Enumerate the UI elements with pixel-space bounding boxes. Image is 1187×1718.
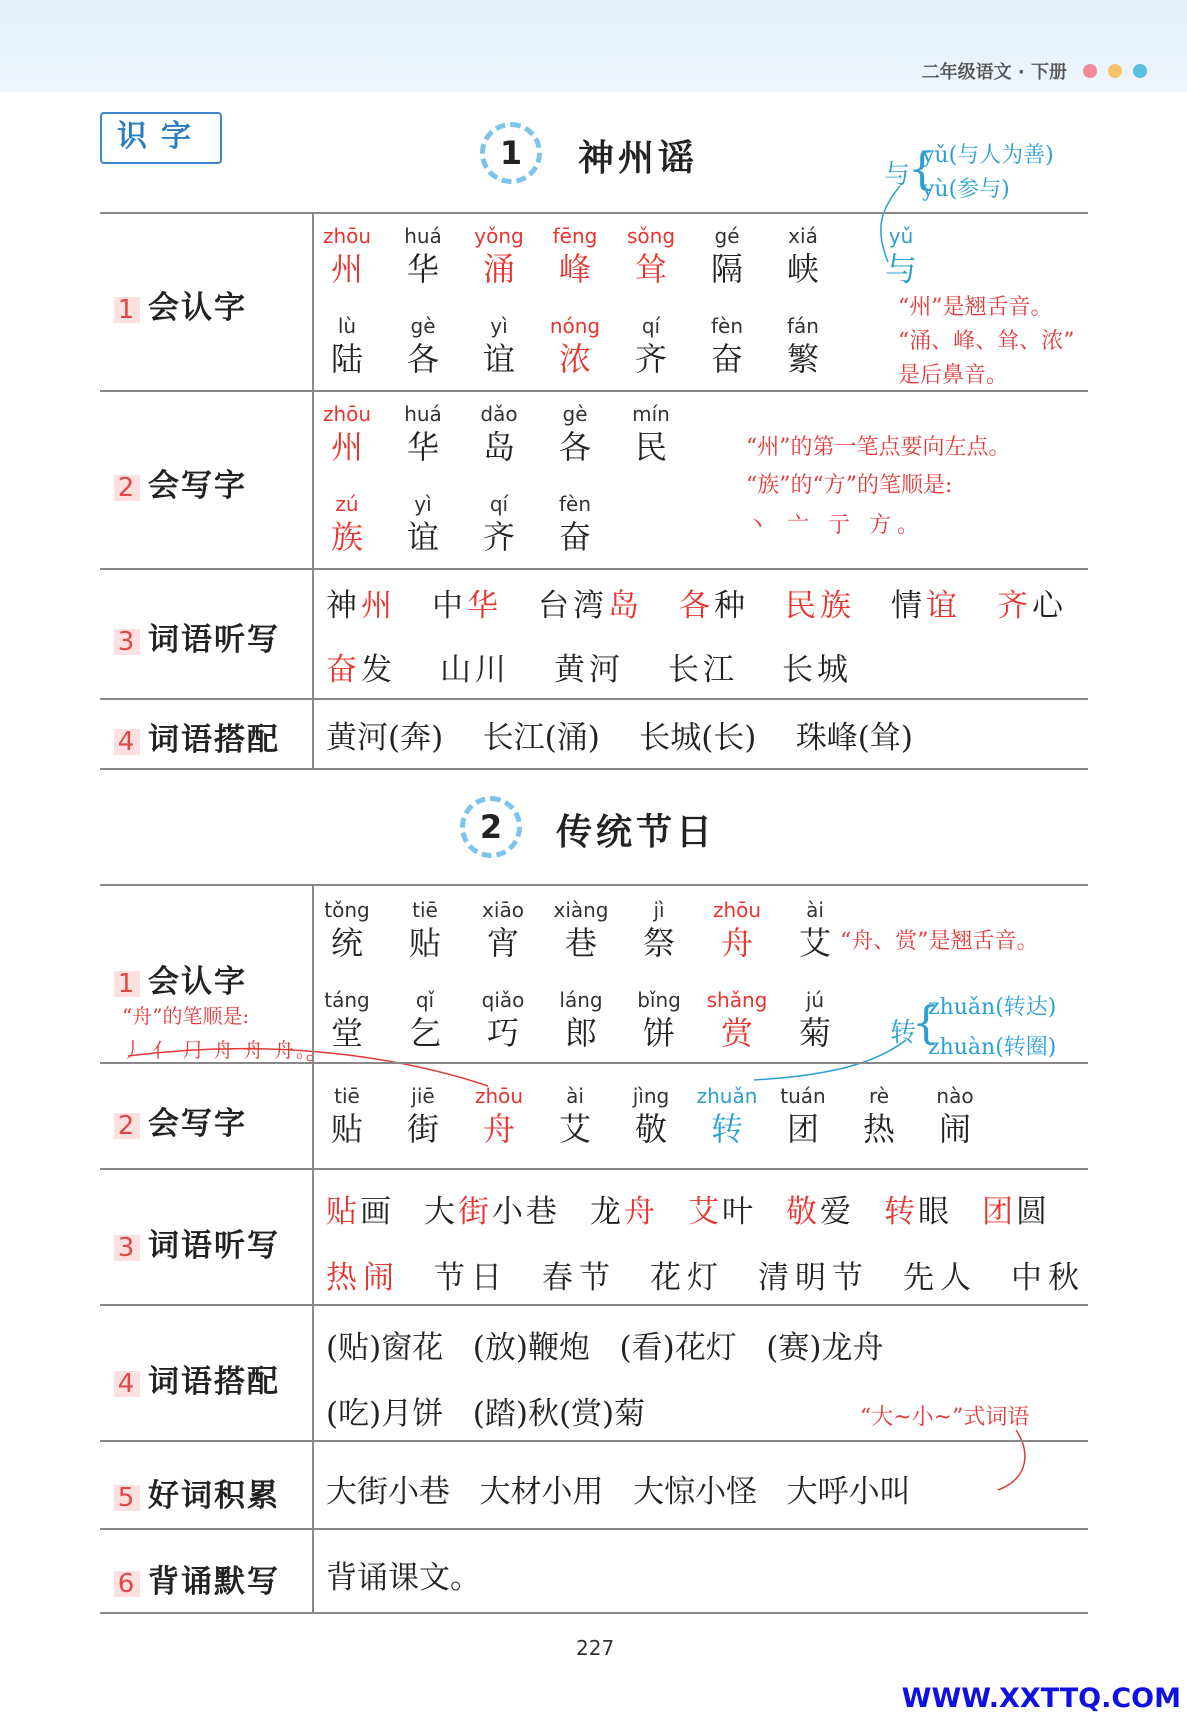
hanzi: 族 <box>330 518 363 556</box>
pinyin: jiē <box>411 1084 435 1108</box>
hanzi: 巧 <box>486 1014 519 1052</box>
hanzi: 敬 <box>634 1110 667 1148</box>
char-cell <box>312 314 382 378</box>
word: 先人 <box>903 1260 977 1296</box>
char-cell <box>468 898 538 962</box>
l2-stroke-note-2: 丿 亻 ⺆ 舟 舟 舟。 <box>122 1038 318 1062</box>
l2-rule-3 <box>100 1304 1088 1306</box>
l2-row5-label: 5 好词积累 <box>114 1470 280 1515</box>
hanzi: 堂 <box>330 1014 363 1052</box>
hanzi: 各 <box>406 340 439 378</box>
char-cell <box>624 988 694 1052</box>
char-cell <box>312 492 382 556</box>
char-cell-yu <box>866 224 936 288</box>
hanzi: 涌 <box>482 250 515 288</box>
pinyin: zhōu <box>712 898 762 922</box>
l1-col-divider <box>312 212 314 768</box>
pinyin: fèn <box>710 314 744 338</box>
hanzi: 谊 <box>482 340 515 378</box>
word: 清明节 <box>758 1260 869 1296</box>
char-cell <box>616 314 686 378</box>
word: 黄河 <box>554 652 624 688</box>
hanzi: 隔 <box>710 250 743 288</box>
page-number: 227 <box>576 1636 615 1660</box>
zhuan-note-r1: zhuǎn(转达) <box>928 995 1057 1020</box>
word: 中华 <box>432 588 502 624</box>
l2-rule-top <box>100 884 1088 886</box>
l1-row2-label: 2 会写字 <box>114 460 247 505</box>
hanzi: 峰 <box>558 250 591 288</box>
lesson1-number: 1 <box>480 122 542 184</box>
word: 大街小巷 <box>424 1194 560 1230</box>
char-cell <box>702 988 772 1052</box>
word: 神州 <box>326 588 396 624</box>
hanzi: 岛 <box>482 428 515 466</box>
l2-rule-5 <box>100 1528 1088 1530</box>
pinyin: qí <box>489 492 509 516</box>
pinyin: gè <box>410 314 436 338</box>
hanzi: 宵 <box>486 924 519 962</box>
l1-row4-text: 黄河(奔) 长江(涌) 长城(长) 珠峰(耸) <box>326 720 914 756</box>
hanzi: 华 <box>406 428 439 466</box>
char-cell <box>464 1084 534 1148</box>
pinyin: rè <box>868 1084 890 1108</box>
pinyin: zhōu <box>322 402 372 426</box>
word: 热闹 <box>326 1260 400 1296</box>
pinyin: gè <box>562 402 588 426</box>
hanzi: 奋 <box>558 518 591 556</box>
pinyin: nào <box>936 1084 974 1108</box>
pinyin: fán <box>787 314 819 338</box>
hanzi: 贴 <box>408 924 441 962</box>
char-cell <box>464 314 534 378</box>
pinyin: tiē <box>412 898 438 922</box>
hanzi: 祭 <box>642 924 675 962</box>
hanzi: 街 <box>406 1110 439 1148</box>
pinyin: táng <box>324 988 370 1012</box>
char-cell <box>540 1084 610 1148</box>
l1-note-2: “涌、峰、耸、浓” <box>898 329 1075 354</box>
char-cell <box>464 402 534 466</box>
pinyin: láng <box>559 988 603 1012</box>
char-cell <box>692 1084 762 1148</box>
hanzi: 齐 <box>634 340 667 378</box>
pinyin: tuán <box>780 1084 826 1108</box>
char-cell <box>616 402 686 466</box>
hanzi: 闹 <box>938 1110 971 1148</box>
l1-note-3: 是后鼻音。 <box>898 363 1009 388</box>
zhuan-note-brace: { <box>912 998 940 1049</box>
char-cell <box>624 898 694 962</box>
word: 民族 <box>785 588 855 624</box>
pinyin: qí <box>641 314 661 338</box>
hanzi: 艾 <box>798 924 831 962</box>
pinyin: dǎo <box>480 402 518 426</box>
l2-row6-label: 6 背诵默写 <box>114 1556 280 1601</box>
pinyin: lù <box>337 314 357 338</box>
char-cell <box>768 314 838 378</box>
section-badge: 识字 <box>100 112 222 164</box>
l1-rule-3 <box>100 698 1088 700</box>
char-cell <box>312 224 382 288</box>
hanzi: 赏 <box>720 1014 753 1052</box>
char-cell <box>312 1084 382 1148</box>
word: 转眼 <box>884 1194 952 1230</box>
hanzi: 统 <box>330 924 363 962</box>
pinyin: yǒng <box>474 224 524 248</box>
pinyin: jì <box>653 898 665 922</box>
l1-note-4: “州”的第一笔点要向左点。 <box>746 435 1011 460</box>
hanzi: 齐 <box>482 518 515 556</box>
char-cell <box>844 1084 914 1148</box>
pinyin: zhuǎn <box>696 1084 758 1108</box>
char-cell <box>692 224 762 288</box>
char-cell <box>540 224 610 288</box>
pinyin: zhōu <box>322 224 372 248</box>
l1-rule-2 <box>100 568 1088 570</box>
word: 节日 <box>434 1260 508 1296</box>
hanzi: 浓 <box>558 340 591 378</box>
hanzi: 民 <box>634 428 667 466</box>
pinyin: qǐ <box>415 988 435 1012</box>
char-cell <box>780 988 850 1052</box>
hanzi: 舟 <box>482 1110 515 1148</box>
zhuan-note-char: 转 <box>890 1018 917 1048</box>
word: 花灯 <box>650 1260 724 1296</box>
hanzi: 艾 <box>558 1110 591 1148</box>
word: 中秋 <box>1011 1260 1085 1296</box>
hanzi: 热 <box>862 1110 895 1148</box>
l2-rule-2 <box>100 1168 1088 1170</box>
l2-row3-line1 <box>326 1186 1080 1231</box>
l2-row3-line2 <box>326 1252 1119 1297</box>
l1-note-1: “州”是翘舌音。 <box>898 295 1053 320</box>
l2-row4-line2: (吃)月饼 (踏)秋(赏)菊 <box>326 1396 646 1432</box>
pinyin: huá <box>404 402 442 426</box>
lesson2-number: 2 <box>460 796 522 858</box>
yu-note-char: 与 <box>884 160 911 190</box>
word: 艾叶 <box>688 1194 756 1230</box>
char-cell <box>464 492 534 556</box>
pinyin: fèn <box>558 492 592 516</box>
yu-note-r2: yù(参与) <box>922 177 1010 202</box>
char-cell <box>702 898 772 962</box>
pinyin: jìng <box>632 1084 670 1108</box>
char-cell <box>312 898 382 962</box>
char-cell <box>464 224 534 288</box>
char-cell <box>390 988 460 1052</box>
word: 齐心 <box>997 588 1067 624</box>
pinyin: yì <box>414 492 432 516</box>
l2-rule-bottom <box>100 1612 1088 1614</box>
yu-note-r1: yǔ(与人为善) <box>922 143 1054 168</box>
zhuan-note-r2: zhuàn(转圈) <box>928 1035 1057 1060</box>
l2-row2-label: 2 会写字 <box>114 1098 247 1143</box>
watermark: WWW.XXTTQ.COM <box>901 1683 1181 1714</box>
char-cell <box>388 492 458 556</box>
pinyin: yì <box>490 314 508 338</box>
char-cell <box>920 1084 990 1148</box>
hanzi: 奋 <box>710 340 743 378</box>
pinyin: ài <box>806 898 824 922</box>
char-cell <box>388 1084 458 1148</box>
word: 贴画 <box>326 1194 394 1230</box>
char-cell <box>692 314 762 378</box>
char-cell <box>388 402 458 466</box>
l1-rule-1 <box>100 390 1088 392</box>
pinyin: shǎng <box>706 988 768 1012</box>
hanzi: 菊 <box>798 1014 831 1052</box>
hanzi: 舟 <box>720 924 753 962</box>
l2-row5-text: 大街小巷 大材小用 大惊小怪 大呼小叫 <box>326 1474 911 1510</box>
char-cell <box>388 224 458 288</box>
char-cell <box>312 988 382 1052</box>
hanzi: 转 <box>710 1110 743 1148</box>
char-cell <box>546 898 616 962</box>
l1-row3-line1 <box>326 580 1103 625</box>
pinyin: jú <box>805 988 825 1012</box>
l1-rule-top <box>100 212 1088 214</box>
word: 春节 <box>542 1260 616 1296</box>
l1-row3-line2 <box>326 644 896 689</box>
char-cell <box>768 224 838 288</box>
pinyin: bǐng <box>637 988 681 1012</box>
l2-idiom-note: “大~小~”式词语 <box>860 1405 1030 1430</box>
l2-row4-line1: (贴)窗花 (放)鞭炮 (看)花灯 (赛)龙舟 <box>326 1330 884 1366</box>
pinyin: ài <box>566 1084 584 1108</box>
hanzi: 繁 <box>786 340 819 378</box>
hanzi: 州 <box>330 428 363 466</box>
l1-note-6: 丶 亠 亍 方。 <box>746 513 925 538</box>
char-cell <box>312 402 382 466</box>
hanzi: 耸 <box>634 250 667 288</box>
char-cell <box>540 402 610 466</box>
l1-rule-bottom <box>100 768 1088 770</box>
hanzi: 陆 <box>330 340 363 378</box>
word: 团圆 <box>982 1194 1050 1230</box>
word: 山川 <box>440 652 510 688</box>
pinyin: mín <box>632 402 670 426</box>
char-cell <box>540 492 610 556</box>
hanzi: 巷 <box>564 924 597 962</box>
pinyin: gé <box>714 224 740 248</box>
hanzi: 郎 <box>564 1014 597 1052</box>
l2-row1-label: 1 会认字 <box>114 956 247 1001</box>
l1-row4-label: 4 词语搭配 <box>114 714 280 759</box>
l1-row1-label: 1 会认字 <box>114 282 247 327</box>
l2-row4-label: 4 词语搭配 <box>114 1356 280 1401</box>
hanzi: 峡 <box>786 250 819 288</box>
pinyin: sǒng <box>626 224 676 248</box>
hanzi: 各 <box>558 428 591 466</box>
word: 情谊 <box>891 588 961 624</box>
l1-note-5: “族”的“方”的笔顺是: <box>746 473 953 498</box>
word: 敬爱 <box>786 1194 854 1230</box>
book-title: 二年级语文 · 下册 <box>921 62 1067 83</box>
hanzi: 华 <box>406 250 439 288</box>
l1-row3-label: 3 词语听写 <box>114 614 280 659</box>
hanzi: 州 <box>330 250 363 288</box>
word: 长城 <box>782 652 852 688</box>
hanzi: 贴 <box>330 1110 363 1148</box>
pinyin: yǔ <box>888 224 914 248</box>
word: 奋发 <box>326 652 396 688</box>
hanzi: 团 <box>786 1110 819 1148</box>
pinyin: qiǎo <box>481 988 525 1012</box>
char-cell <box>390 898 460 962</box>
pinyin: zú <box>335 492 359 516</box>
char-cell <box>768 1084 838 1148</box>
pinyin: xiāo <box>482 898 524 922</box>
char-cell <box>546 988 616 1052</box>
l2-row3-label: 3 词语听写 <box>114 1220 280 1265</box>
pinyin: xiàng <box>553 898 609 922</box>
pinyin: fēng <box>552 224 598 248</box>
char-cell <box>388 314 458 378</box>
char-cell <box>468 988 538 1052</box>
char-cell <box>616 224 686 288</box>
pinyin: huá <box>404 224 442 248</box>
word: 台湾岛 <box>538 588 643 624</box>
word: 长江 <box>668 652 738 688</box>
char-cell <box>540 314 610 378</box>
pinyin: tǒng <box>324 898 370 922</box>
pinyin: xiá <box>788 224 818 248</box>
hanzi: 饼 <box>642 1014 675 1052</box>
yu-note-brace: { <box>908 144 936 195</box>
pinyin: nóng <box>549 314 601 338</box>
lesson2-title: 传统节日 <box>556 811 717 853</box>
hanzi: 乞 <box>408 1014 441 1052</box>
hanzi: 与 <box>884 250 917 288</box>
l2-rule-4 <box>100 1440 1088 1442</box>
pinyin: zhōu <box>474 1084 524 1108</box>
pinyin: tiē <box>334 1084 360 1108</box>
l2-note-retroflex: “舟、赏”是翘舌音。 <box>840 929 1039 954</box>
l2-stroke-note-1: “舟”的笔顺是: <box>122 1004 250 1028</box>
hanzi: 谊 <box>406 518 439 556</box>
lesson1-title: 神州谣 <box>578 137 699 179</box>
word: 龙舟 <box>590 1194 658 1230</box>
word: 各种 <box>679 588 749 624</box>
l2-row6-text: 背诵课文。 <box>326 1560 481 1596</box>
char-cell <box>616 1084 686 1148</box>
